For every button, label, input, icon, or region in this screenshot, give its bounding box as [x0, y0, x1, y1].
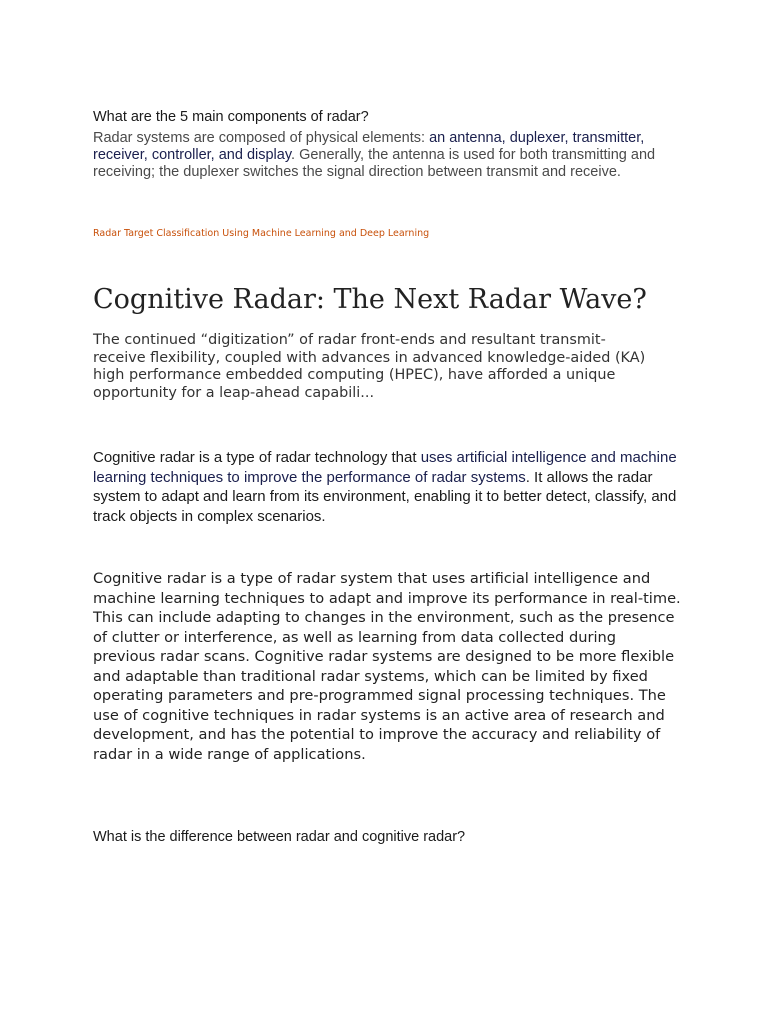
definition-rest: . It allows the radar system to adapt and learn from its environment, enabling it to better detect, classify, and track objects in complex scenarios.: [93, 468, 677, 525]
cognitive-radar-explanation: Cognitive radar is a type of radar system that uses artificial intelligence and machine learning techniques to adapt and improve its performance in real-time. This can include adapting to changes in the environment, such as the presence of clutter or interference, as well as learning from data collected during previous radar scans. Cognitive radar systems are designed to be more flexible and adaptable than traditional radar systems, which can be limited by fixed operating parameters and pre-programmed signal processing techniques. The use of cognitive techniques in radar systems is an active area of research and development, and has the potential to improve the accuracy and reliability of radar in a wide range of applications.: [93, 570, 681, 763]
cognitive-radar-definition: [93, 448, 683, 526]
answer-components: [93, 130, 678, 181]
question-components: What are the 5 main components of radar?: [93, 109, 369, 125]
answer-components-lead: Radar systems are composed of physical elements:: [93, 130, 430, 146]
article-snippet: The continued “digitization” of radar front-ends and resultant transmit-receive flexibility, coupled with advances in advanced knowledge-aided (KA) high performance embedded computing (HPEC), have afforded a unique opportunity for a leap-ahead capabili...: [93, 332, 646, 401]
definition-lead: Cognitive radar is a type of radar technology that: [93, 449, 421, 466]
answer-components-rest: . Generally, the antenna is used for both transmitting and receiving; the duplexer switches the signal direction between transmit and receive.: [93, 147, 656, 180]
answer-components-highlight: an antenna, duplexer, transmitter, receiver, controller, and display: [93, 130, 645, 163]
definition-highlight: uses artificial intelligence and machine learning techniques to improve the performance of radar systems: [93, 449, 677, 486]
article-title[interactable]: Cognitive Radar: The Next Radar Wave?: [93, 284, 647, 315]
related-article-link[interactable]: Radar Target Classification Using Machine Learning and Deep Learning: [93, 228, 430, 239]
question-difference: What is the difference between radar and cognitive radar?: [93, 829, 466, 845]
